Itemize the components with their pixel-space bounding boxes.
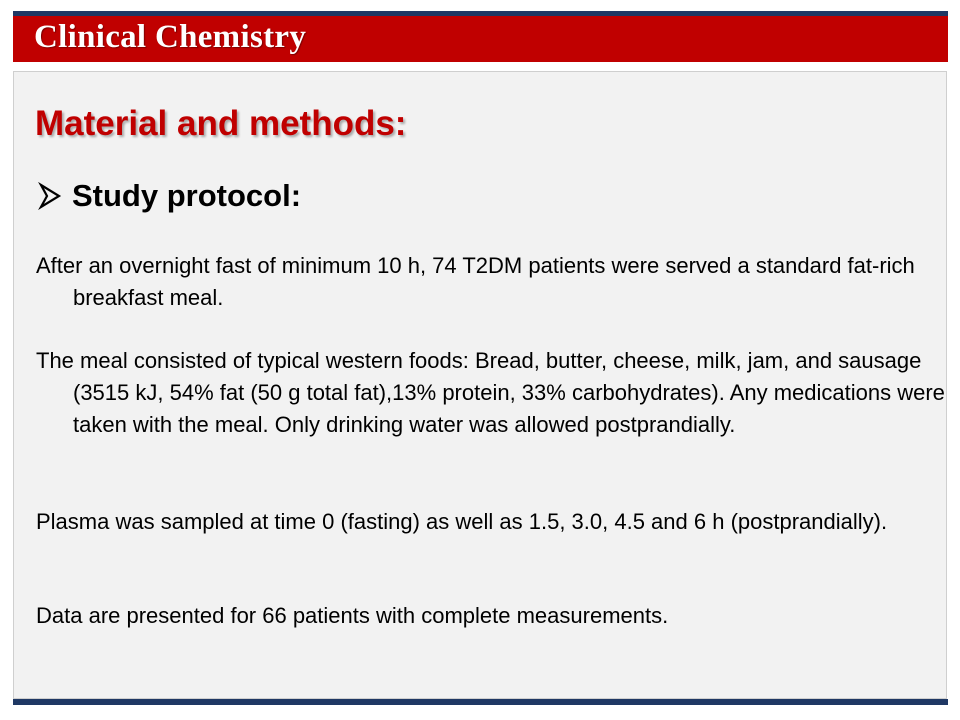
paragraph-patients: Data are presented for 66 patients with complete measurements. [36, 603, 669, 628]
bullet-label: Study protocol: [72, 178, 302, 213]
arrow-bullet-icon [38, 182, 62, 210]
paragraph-fasting: After an overnight fast of minimum 10 h, 74 T2DM patients were served a standard fat-rich breakfast meal. [36, 253, 915, 310]
bullet-study-protocol [38, 178, 301, 214]
paragraph-meal: The meal consisted of typical western foods: Bread, butter, cheese, milk, jam, and sausage (3515 kJ, 54% fat (50 g total fat),13% protein, 33% carbohydrates). Any medications were taken with the meal. Only drinking water was allowed postprandially. [36, 348, 945, 437]
footer-bottom-rule [13, 699, 948, 705]
journal-title: Clinical Chemistry [34, 19, 307, 55]
paragraph-sampling: Plasma was sampled at time 0 (fasting) as well as 1.5, 3.0, 4.5 and 6 h (postprandially). [36, 509, 888, 534]
slide-title: Material and methods: [35, 104, 407, 143]
header-band [13, 16, 948, 62]
